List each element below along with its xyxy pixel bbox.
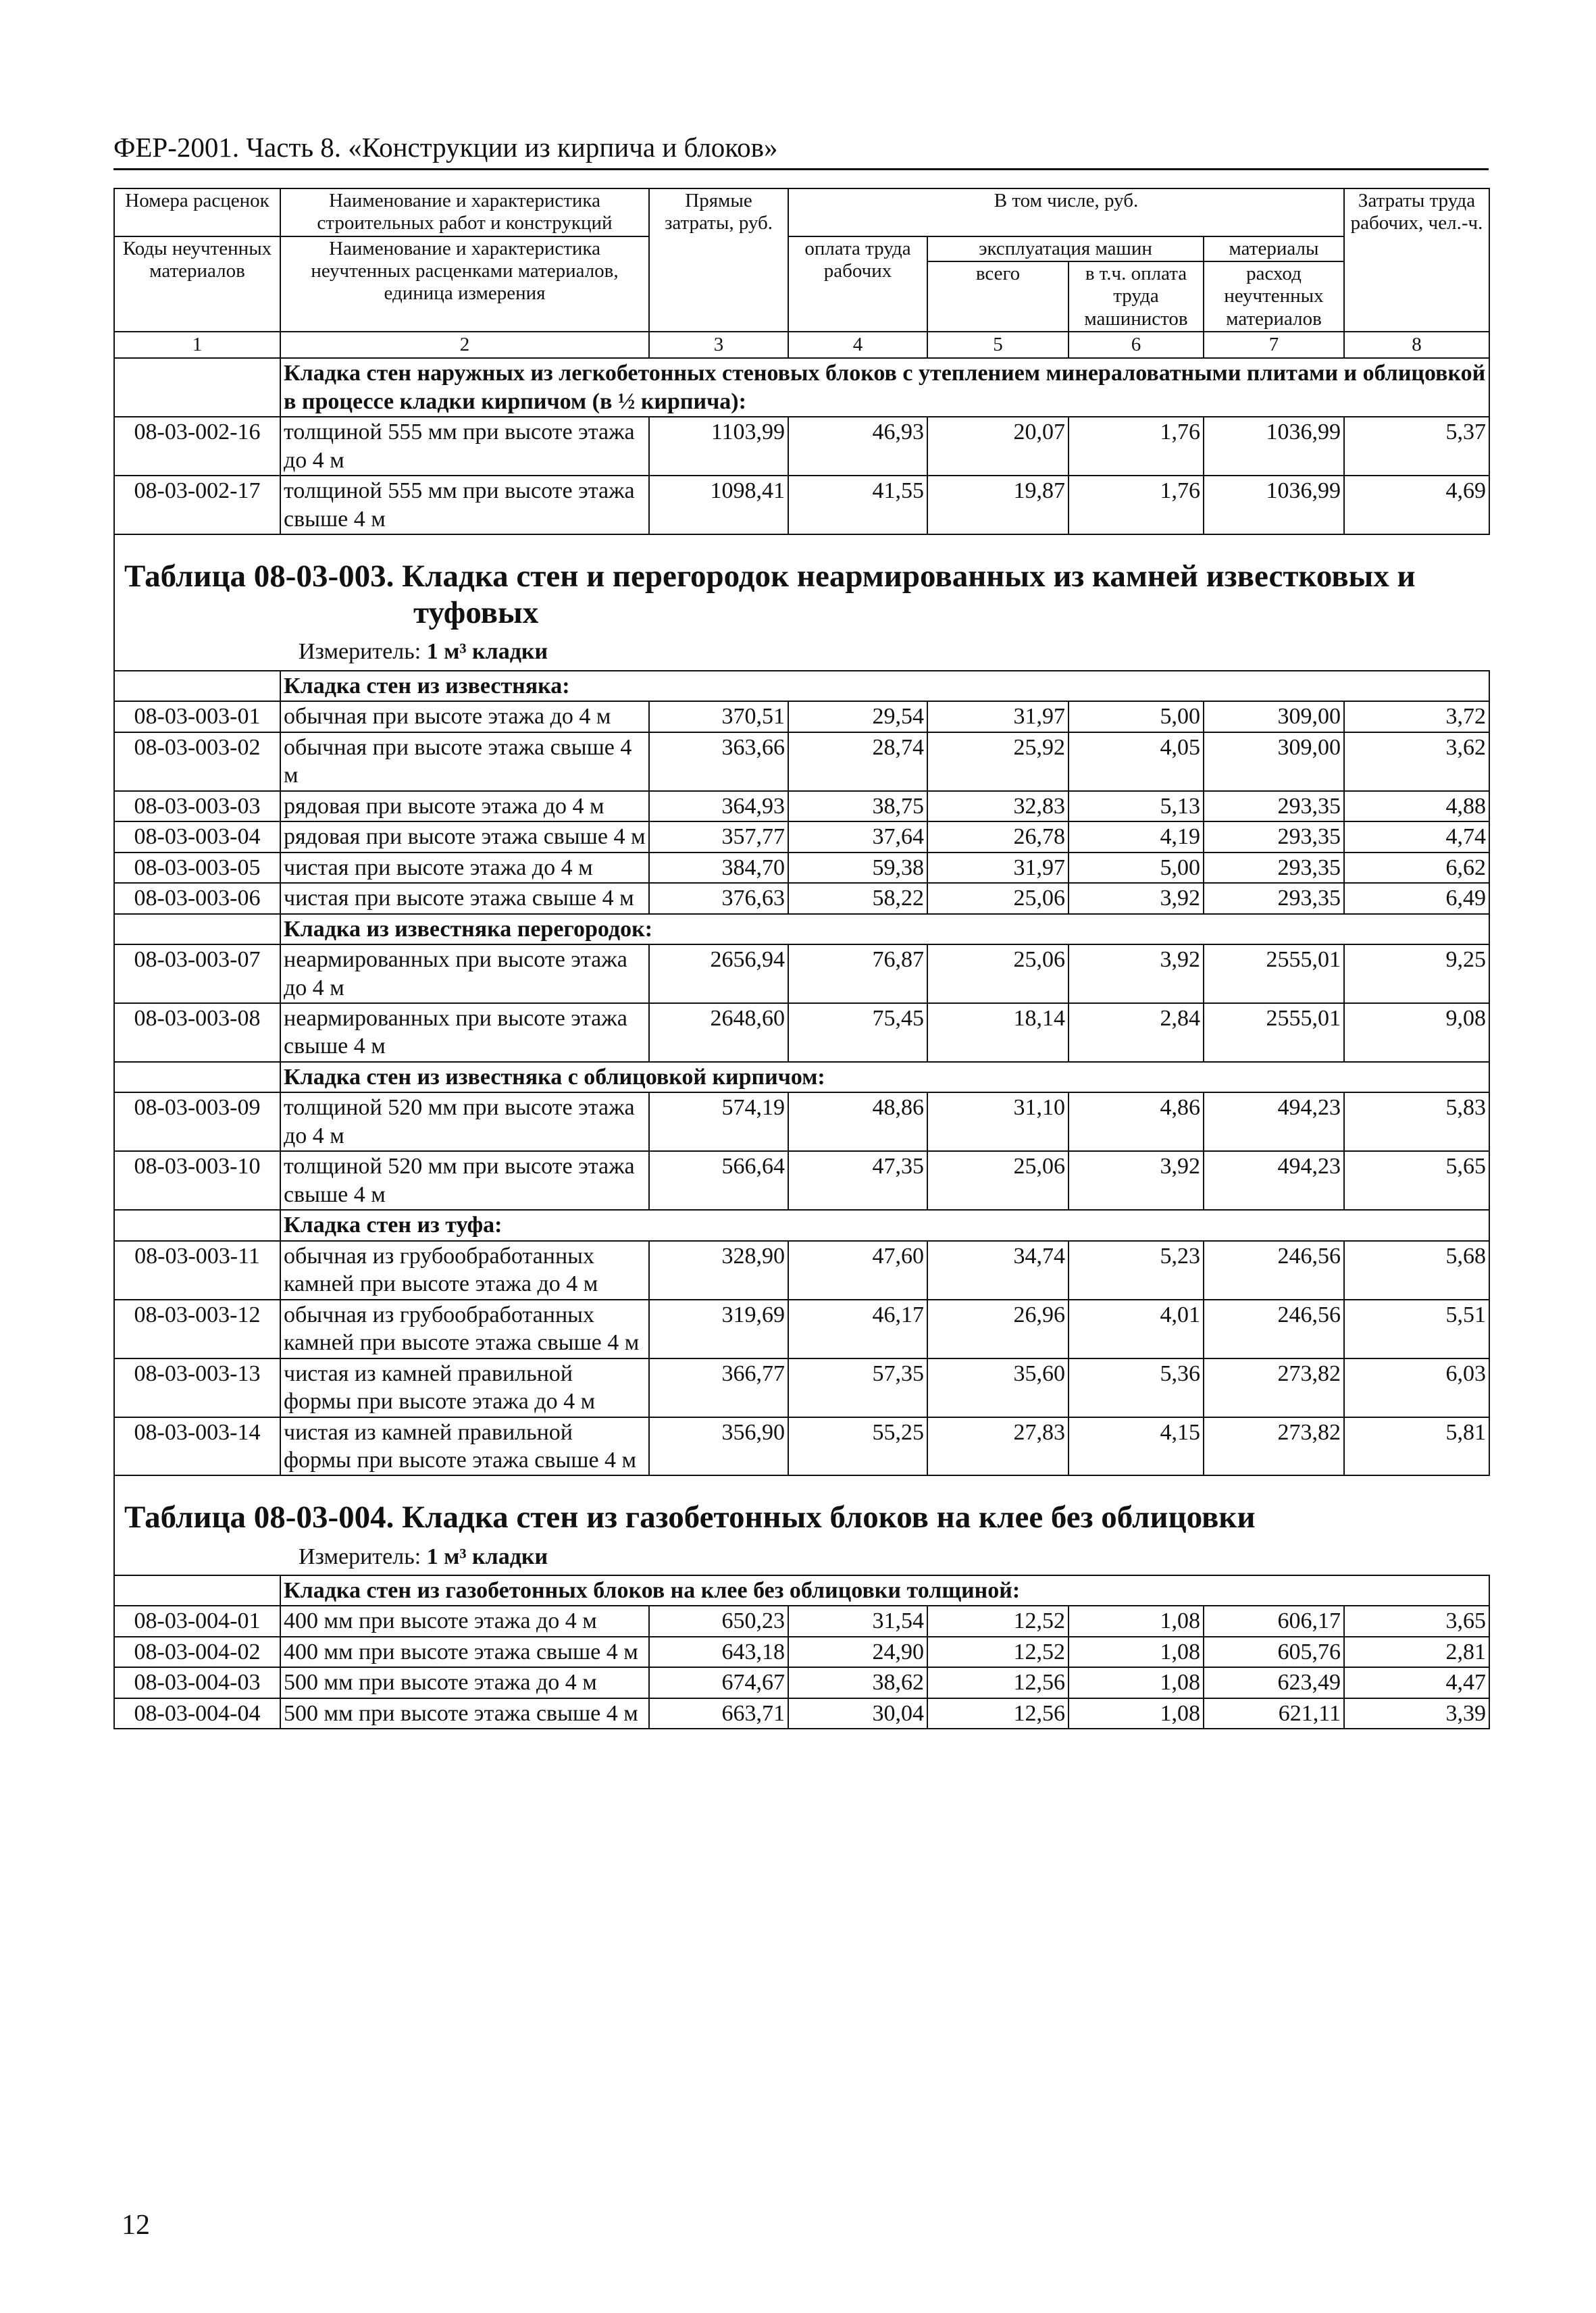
machines-cost: 25,92 [927,732,1069,791]
rate-name: 400 мм при высоте этажа до 4 м [280,1606,649,1636]
labor-pay: 38,75 [788,791,927,821]
labor-hours: 5,37 [1344,417,1489,476]
machinists-pay: 5,36 [1069,1358,1204,1417]
machines-cost: 31,10 [927,1092,1069,1151]
direct-costs: 650,23 [649,1606,788,1636]
rates-section [114,1210,1489,1475]
machines-cost: 12,56 [927,1698,1069,1729]
labor-hours: 5,65 [1344,1151,1489,1210]
labor-hours: 4,47 [1344,1667,1489,1698]
empty-cell [114,914,280,944]
rate-code: 08-03-004-01 [114,1606,280,1636]
labor-pay: 46,93 [788,417,927,476]
machines-cost: 12,52 [927,1606,1069,1636]
column-number: 3 [649,332,788,358]
table-row [114,701,1489,732]
column-number: 1 [114,332,280,358]
rate-code: 08-03-003-01 [114,701,280,732]
rate-code: 08-03-004-04 [114,1698,280,1729]
materials-cost: 606,17 [1204,1606,1344,1636]
direct-costs: 357,77 [649,821,788,852]
measure-label: Измеритель: [299,639,421,665]
machines-cost: 26,96 [927,1300,1069,1358]
labor-pay: 47,60 [788,1241,927,1300]
rates-section [114,358,1489,534]
rate-code: 08-03-003-11 [114,1241,280,1300]
measure-label: Измеритель: [299,1544,421,1569]
labor-pay: 46,17 [788,1300,927,1358]
direct-costs: 364,93 [649,791,788,821]
rate-name: толщиной 555 мм при высоте этажа до 4 м [280,417,649,476]
machines-cost: 31,97 [927,853,1069,883]
direct-costs: 370,51 [649,701,788,732]
empty-cell [114,1062,280,1092]
table-row [114,821,1489,852]
machinists-pay: 4,01 [1069,1300,1204,1358]
machinists-pay: 1,76 [1069,417,1204,476]
rate-code: 08-03-003-14 [114,1417,280,1476]
labor-hours: 5,81 [1344,1417,1489,1476]
labor-hours: 3,65 [1344,1606,1489,1636]
direct-costs: 328,90 [649,1241,788,1300]
rate-name: чистая из камней правильной формы при высоте этажа до 4 м [280,1358,649,1417]
rate-name: толщиной 520 мм при высоте этажа свыше 4 м [280,1151,649,1210]
materials-cost: 293,35 [1204,853,1344,883]
machines-cost: 32,83 [927,791,1069,821]
machinists-pay: 1,76 [1069,476,1204,534]
section-heading: Кладка стен из газобетонных блоков на клее без облицовки толщиной: [280,1575,1489,1606]
rate-name: чистая при высоте этажа до 4 м [280,853,649,883]
labor-pay: 29,54 [788,701,927,732]
rate-code: 08-03-002-17 [114,476,280,534]
rate-code: 08-03-003-09 [114,1092,280,1151]
direct-costs: 643,18 [649,1637,788,1667]
machinists-pay: 5,00 [1069,701,1204,732]
rate-name: рядовая при высоте этажа свыше 4 м [280,821,649,852]
labor-pay: 59,38 [788,853,927,883]
direct-costs: 376,63 [649,883,788,913]
rate-name: 500 мм при высоте этажа до 4 м [280,1667,649,1698]
table-head [114,188,1489,358]
section-heading: Кладка стен из известняка: [280,671,1489,701]
machines-cost: 25,06 [927,1151,1069,1210]
labor-hours: 6,49 [1344,883,1489,913]
rate-name: обычная при высоте этажа до 4 м [280,701,649,732]
table-row [114,1003,1489,1062]
rates-section [114,1062,1489,1210]
direct-costs: 566,64 [649,1151,788,1210]
table-row [114,944,1489,1003]
measure-value: 1 м³ кладки [426,1544,548,1569]
rate-name: толщиной 555 мм при высоте этажа свыше 4 м [280,476,649,534]
machinists-pay: 5,13 [1069,791,1204,821]
materials-header: материалы [1204,236,1344,261]
machines-operators-header: в т.ч. оплата труда машинистов [1069,261,1204,332]
table-row [114,1092,1489,1151]
direct-costs: 366,77 [649,1358,788,1417]
rate-code: 08-03-003-04 [114,821,280,852]
machines-cost: 25,06 [927,944,1069,1003]
labor-pay: 57,35 [788,1358,927,1417]
machines-total-header: всего [927,261,1069,332]
materials-cost: 2555,01 [1204,944,1344,1003]
materials-unaccounted-header: расход неучтенных материалов [1204,261,1344,332]
labor-hours: 5,68 [1344,1241,1489,1300]
page-number: 12 [122,2210,150,2241]
machinists-pay: 1,08 [1069,1667,1204,1698]
column-number: 5 [927,332,1069,358]
section-heading-row [114,1062,1489,1092]
rate-code: 08-03-003-10 [114,1151,280,1210]
materials-cost: 621,11 [1204,1698,1344,1729]
section-heading-row [114,1210,1489,1240]
labor-pay: 31,54 [788,1606,927,1636]
rate-code: 08-03-004-03 [114,1667,280,1698]
direct-costs: 2656,94 [649,944,788,1003]
labor-pay: 58,22 [788,883,927,913]
direct-costs-header: Прямые затраты, руб. [649,188,788,332]
labor-costs-header: Затраты труда рабочих, чел.-ч. [1344,188,1489,332]
labor-pay: 28,74 [788,732,927,791]
labor-hours: 3,62 [1344,732,1489,791]
labor-pay: 24,90 [788,1637,927,1667]
machinists-pay: 1,08 [1069,1698,1204,1729]
labor-pay: 55,25 [788,1417,927,1476]
labor-hours: 3,39 [1344,1698,1489,1729]
materials-cost: 273,82 [1204,1358,1344,1417]
materials-cost: 293,35 [1204,791,1344,821]
materials-cost: 246,56 [1204,1300,1344,1358]
col2-bottom-header: Наименование и характеристика неучтенных расценками материалов, единица измерения [280,236,649,332]
labor-pay: 76,87 [788,944,927,1003]
labor-hours: 2,81 [1344,1637,1489,1667]
machines-cost: 12,52 [927,1637,1069,1667]
labor-hours: 3,72 [1344,701,1489,732]
materials-cost: 293,35 [1204,821,1344,852]
labor-hours: 9,08 [1344,1003,1489,1062]
machinists-pay: 4,15 [1069,1417,1204,1476]
rate-name: обычная из грубообработанных камней при высоте этажа свыше 4 м [280,1300,649,1358]
materials-cost: 494,23 [1204,1092,1344,1151]
rate-name: обычная из грубообработанных камней при высоте этажа до 4 м [280,1241,649,1300]
machines-cost: 34,74 [927,1241,1069,1300]
column-numbers-row [114,332,1489,358]
materials-cost: 1036,99 [1204,417,1344,476]
rate-name: неармированных при высоте этажа свыше 4 м [280,1003,649,1062]
table-row [114,417,1489,476]
section-heading-row [114,914,1489,944]
machinists-pay: 4,05 [1069,732,1204,791]
machinists-pay: 5,23 [1069,1241,1204,1300]
labor-pay: 30,04 [788,1698,927,1729]
materials-cost: 293,35 [1204,883,1344,913]
rate-code: 08-03-003-06 [114,883,280,913]
labor-pay: 41,55 [788,476,927,534]
table-row [114,883,1489,913]
section-heading-row [114,1575,1489,1606]
direct-costs: 2648,60 [649,1003,788,1062]
machinists-pay: 3,92 [1069,1151,1204,1210]
rates-table [113,188,1490,1729]
labor-pay-header: оплата труда рабочих [788,236,927,332]
table-row [114,1667,1489,1698]
table-row [114,1698,1489,1729]
rate-code: 08-03-003-08 [114,1003,280,1062]
incl-header: В том числе, руб. [788,188,1344,236]
labor-pay: 47,35 [788,1151,927,1210]
table-row [114,1300,1489,1358]
col2-top-header: Наименование и характеристика строительных работ и конструкций [280,188,649,236]
machines-cost: 35,60 [927,1358,1069,1417]
labor-pay: 37,64 [788,821,927,852]
rate-name: 400 мм при высоте этажа свыше 4 м [280,1637,649,1667]
materials-cost: 494,23 [1204,1151,1344,1210]
rate-name: чистая при высоте этажа свыше 4 м [280,883,649,913]
labor-hours: 5,51 [1344,1300,1489,1358]
machines-cost: 31,97 [927,701,1069,732]
table-004-code: Таблица 08-03-004. [124,1500,394,1535]
column-number: 2 [280,332,649,358]
table-row [114,791,1489,821]
labor-hours: 6,03 [1344,1358,1489,1417]
column-number: 4 [788,332,927,358]
materials-cost: 1036,99 [1204,476,1344,534]
rate-code: 08-03-003-03 [114,791,280,821]
labor-hours: 6,62 [1344,853,1489,883]
machinists-pay: 4,86 [1069,1092,1204,1151]
labor-hours: 4,74 [1344,821,1489,852]
column-number: 7 [1204,332,1344,358]
direct-costs: 574,19 [649,1092,788,1151]
machinists-pay: 2,84 [1069,1003,1204,1062]
machinists-pay: 1,08 [1069,1606,1204,1636]
table-row [114,1417,1489,1476]
col1-top-header: Номера расценок [114,188,280,236]
labor-pay: 38,62 [788,1667,927,1698]
labor-pay: 48,86 [788,1092,927,1151]
direct-costs: 356,90 [649,1417,788,1476]
machinists-pay: 3,92 [1069,944,1204,1003]
direct-costs: 1103,99 [649,417,788,476]
machinists-pay: 1,08 [1069,1637,1204,1667]
materials-cost: 309,00 [1204,732,1344,791]
section-heading-row [114,358,1489,417]
rate-name: 500 мм при высоте этажа свыше 4 м [280,1698,649,1729]
empty-cell [114,1575,280,1606]
running-header: ФЕР-2001. Часть 8. «Конструкции из кирпича и блоков» [113,132,1489,170]
column-number: 8 [1344,332,1489,358]
rates-section [114,671,1489,914]
empty-cell [114,358,280,417]
rate-code: 08-03-002-16 [114,417,280,476]
rates-section [114,1575,1489,1729]
machines-cost: 25,06 [927,883,1069,913]
rate-code: 08-03-003-07 [114,944,280,1003]
section-heading-row [114,671,1489,701]
materials-cost: 605,76 [1204,1637,1344,1667]
rate-code: 08-03-003-12 [114,1300,280,1358]
section-heading: Кладка стен из туфа: [280,1210,1489,1240]
section-heading: Кладка стен наружных из легкобетонных стеновых блоков с утеплением минераловатными плитами и облицовкой в процессе кладки кирпичом (в ½ кирпича): [280,358,1489,417]
table-003-title-line1: Кладка стен и перегородок неармированных из камней известковых и [402,559,1416,594]
materials-cost: 623,49 [1204,1667,1344,1698]
direct-costs: 1098,41 [649,476,788,534]
empty-cell [114,1210,280,1240]
machines-cost: 12,56 [927,1667,1069,1698]
direct-costs: 363,66 [649,732,788,791]
rate-code: 08-03-004-02 [114,1637,280,1667]
table-row [114,732,1489,791]
direct-costs: 663,71 [649,1698,788,1729]
labor-hours: 9,25 [1344,944,1489,1003]
table-row [114,1241,1489,1300]
empty-cell [114,671,280,701]
section-heading: Кладка из известняка перегородок: [280,914,1489,944]
rate-code: 08-03-003-13 [114,1358,280,1417]
machines-cost: 18,14 [927,1003,1069,1062]
rate-name: рядовая при высоте этажа до 4 м [280,791,649,821]
section-heading: Кладка стен из известняка с облицовкой кирпичом: [280,1062,1489,1092]
rate-code: 08-03-003-02 [114,732,280,791]
table-004-title [115,1476,1489,1538]
direct-costs: 384,70 [649,853,788,883]
labor-pay: 75,45 [788,1003,927,1062]
materials-cost: 309,00 [1204,701,1344,732]
table-003-title-block [114,534,1489,671]
table-004-measure [115,1539,1489,1575]
machines-cost: 26,78 [927,821,1069,852]
rate-code: 08-03-003-05 [114,853,280,883]
col1-bottom-header: Коды неучтенных материалов [114,236,280,332]
table-row [114,476,1489,534]
table-003-measure [115,634,1489,669]
labor-hours: 4,69 [1344,476,1489,534]
labor-hours: 5,83 [1344,1092,1489,1151]
machines-cost: 20,07 [927,417,1069,476]
machines-cost: 19,87 [927,476,1069,534]
table-row [114,853,1489,883]
table-row [114,1606,1489,1636]
table-row [114,1637,1489,1667]
machinists-pay: 4,19 [1069,821,1204,852]
table-row [114,1358,1489,1417]
table-004-title-block [114,1475,1489,1575]
rate-name: обычная при высоте этажа свыше 4 м [280,732,649,791]
materials-cost: 246,56 [1204,1241,1344,1300]
table-003-title-line2: туфовых [413,595,539,631]
rates-section [114,914,1489,1062]
rate-name: чистая из камней правильной формы при высоте этажа свыше 4 м [280,1417,649,1476]
table-004-title-text: Кладка стен из газобетонных блоков на клее без облицовки [402,1500,1256,1535]
labor-hours: 4,88 [1344,791,1489,821]
table-003-title [115,535,1489,634]
materials-cost: 2555,01 [1204,1003,1344,1062]
rate-name: неармированных при высоте этажа до 4 м [280,944,649,1003]
direct-costs: 319,69 [649,1300,788,1358]
materials-cost: 273,82 [1204,1417,1344,1476]
machines-header: эксплуатация машин [927,236,1204,261]
table-row [114,1151,1489,1210]
machinists-pay: 3,92 [1069,883,1204,913]
machinists-pay: 5,00 [1069,853,1204,883]
table-003-code: Таблица 08-03-003. [124,559,394,594]
measure-value: 1 м³ кладки [426,639,548,665]
machines-cost: 27,83 [927,1417,1069,1476]
direct-costs: 674,67 [649,1667,788,1698]
column-number: 6 [1069,332,1204,358]
rate-name: толщиной 520 мм при высоте этажа до 4 м [280,1092,649,1151]
